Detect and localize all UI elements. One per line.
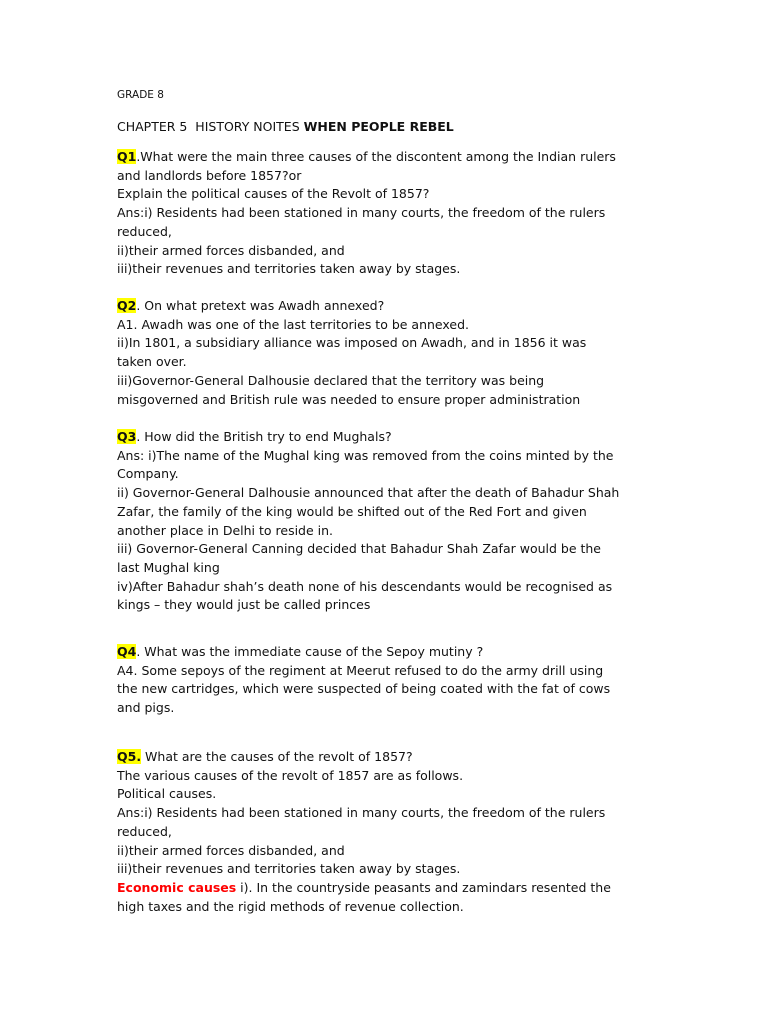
q4-label: Q4 — [117, 644, 137, 659]
question-1-block — [117, 148, 657, 279]
q2-line-4: taken over. — [117, 354, 187, 370]
economic-causes-text: i). In the countryside peasants and zamindars resented the — [236, 879, 611, 895]
q1-line-6: ii)their armed forces disbanded, and — [117, 242, 345, 258]
q5-economic-line — [117, 879, 657, 898]
q2-line-2: A1. Awadh was one of the last territories to be annexed. — [117, 316, 470, 332]
q2-line-5: iii)Governor-General Dalhousie declared that the territory was being — [117, 372, 545, 388]
question-3-block — [117, 428, 657, 615]
grade-label: GRADE 8 — [117, 89, 164, 101]
q1-line-5: reduced, — [117, 223, 172, 239]
q3-line-8: last Mughal king — [117, 559, 220, 575]
q1-question-line — [117, 148, 657, 167]
q2-line-6: misgoverned and British rule was needed to ensure proper administration — [117, 391, 581, 407]
q5-line-4: Ans:i) Residents had been stationed in many courts, the freedom of the rulers — [117, 805, 606, 821]
q5-line-9: high taxes and the rigid methods of revenue collection. — [117, 898, 464, 914]
q5-line-6: ii)their armed forces disbanded, and — [117, 842, 345, 858]
question-5-block — [117, 748, 657, 916]
q3-line-10: kings – they would just be called princes — [117, 597, 371, 613]
q1-line-3: Explain the political causes of the Revolt of 1857? — [117, 186, 430, 202]
q3-line-2: Ans: i)The name of the Mughal king was removed from the coins minted by the — [117, 447, 614, 463]
q5-question-text: What are the causes of the revolt of 1857? — [141, 749, 413, 764]
q2-line-3: ii)In 1801, a subsidiary alliance was imposed on Awadh, and in 1856 it was — [117, 335, 587, 351]
q4-line-3: the new cartridges, which were suspected of being coated with the fat of cows — [117, 681, 611, 697]
q1-line-2: and landlords before 1857?or — [117, 167, 302, 183]
q5-label: Q5. — [117, 749, 142, 764]
q2-label: Q2 — [117, 298, 137, 313]
q3-line-4: ii) Governor-General Dalhousie announced that after the death of Bahadur Shah — [117, 485, 620, 501]
q3-line-6: another place in Delhi to reside in. — [117, 522, 334, 538]
q4-line-4: and pigs. — [117, 700, 175, 716]
chapter-heading — [117, 118, 454, 136]
q4-question-text: . What was the immediate cause of the Sepoy mutiny ? — [136, 644, 484, 659]
q5-line-2: The various causes of the revolt of 1857 are as follows. — [117, 767, 464, 783]
q5-line-7: iii)their revenues and territories taken away by stages. — [117, 861, 461, 877]
q3-question-text: . How did the British try to end Mughals? — [136, 429, 392, 444]
q3-line-5: Zafar, the family of the king would be shifted out of the Red Fort and given — [117, 503, 587, 519]
q4-line-2: A4. Some sepoys of the regiment at Meerut refused to do the army drill using — [117, 662, 604, 678]
q5-question-line — [117, 748, 657, 767]
q5-line-5: reduced, — [117, 823, 172, 839]
q5-line-3: Political causes. — [117, 786, 217, 802]
q1-question-text: .What were the main three causes of the discontent among the Indian rulers — [136, 149, 616, 164]
chapter-prefix: CHAPTER 5 HISTORY NOITES — [117, 119, 304, 134]
q3-line-3: Company. — [117, 466, 179, 482]
q3-line-9: iv)After Bahadur shah’s death none of his descendants would be recognised as — [117, 578, 613, 594]
q3-question-line — [117, 428, 657, 447]
q1-line-4: Ans:i) Residents had been stationed in many courts, the freedom of the rulers — [117, 205, 606, 221]
economic-causes-heading: Economic causes — [117, 879, 237, 895]
q2-question-text: . On what pretext was Awadh annexed? — [136, 298, 385, 313]
q1-label: Q1 — [117, 149, 137, 164]
question-4-block — [117, 643, 657, 718]
q3-label: Q3 — [117, 429, 137, 444]
chapter-title: WHEN PEOPLE REBEL — [303, 119, 454, 134]
q1-line-7: iii)their revenues and territories taken away by stages. — [117, 261, 461, 277]
question-2-block — [117, 297, 657, 409]
q2-question-line — [117, 297, 657, 316]
q3-line-7: iii) Governor-General Canning decided that Bahadur Shah Zafar would be the — [117, 541, 602, 557]
q4-question-line — [117, 643, 657, 662]
